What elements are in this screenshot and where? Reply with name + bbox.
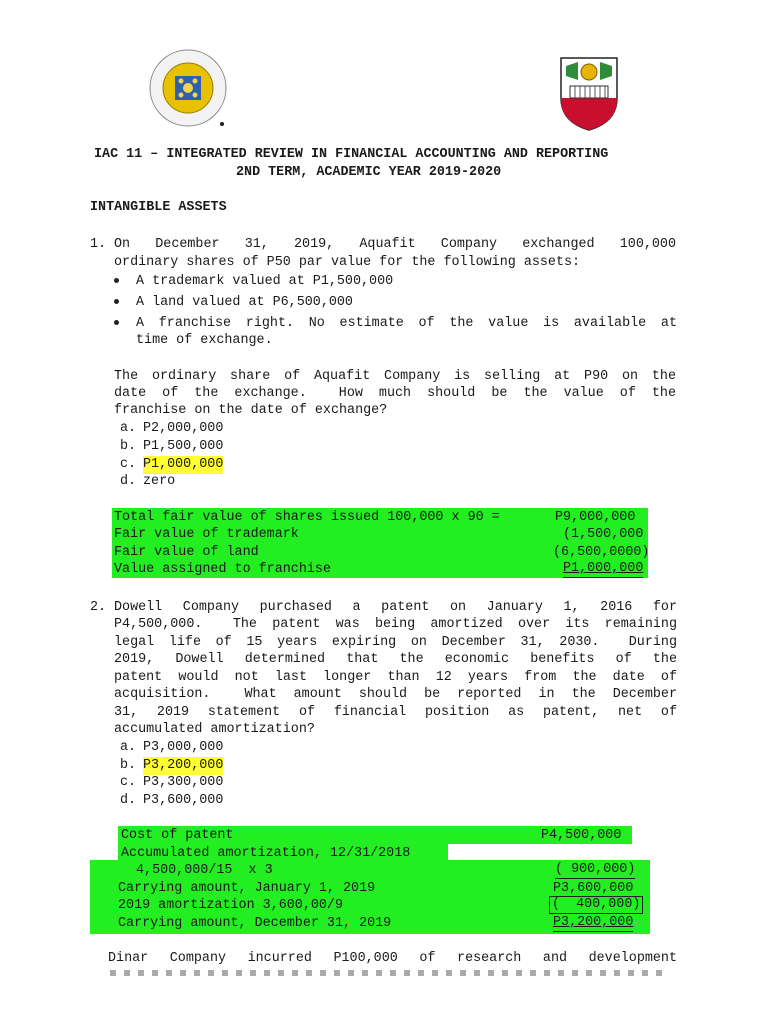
q1-number: 1. <box>90 237 107 252</box>
q1-choice-text: P2,000,000 <box>143 421 224 436</box>
q1-choice-text: zero <box>143 474 176 489</box>
q2-calc-label: 4,500,000/15 x 3 <box>136 863 273 878</box>
q2-amort-value: ( 400,000) <box>549 896 643 914</box>
q2-cost-label: Cost of patent <box>121 828 234 843</box>
q2-choice-text: P3,000,000 <box>143 740 224 755</box>
q2-choice-letter: d. <box>120 793 137 808</box>
q2-stem-line: P4,500,000. The patent was being amortized over its remaining <box>114 617 677 632</box>
q2-stem-line: 31, 2019 statement of financial position as patent, net of <box>114 705 677 720</box>
bullet-icon <box>114 320 119 325</box>
crest-logo <box>556 52 622 132</box>
q2-number: 2. <box>90 600 107 615</box>
q1-solution-label: Value assigned to franchise <box>114 562 331 577</box>
q1-paragraph-line1: The ordinary share of Aquafit Company is selling at P90 on the <box>114 369 676 384</box>
q1-solution-value: (6,500,0000) <box>553 545 650 560</box>
document-title-line2: 2ND TERM, ACADEMIC YEAR 2019-2020 <box>236 165 502 180</box>
q1-choice-letter: b. <box>120 439 137 454</box>
q2-carry1-value: P3,600,000 <box>553 881 634 896</box>
q1-bullet: A land valued at P6,500,000 <box>136 295 353 310</box>
q2-stem-line: patent would not last longer than 12 years from the date of <box>114 670 677 685</box>
q1-bullet-continued: time of exchange. <box>136 333 273 348</box>
q2-cost-value: P4,500,000 <box>541 828 622 843</box>
q1-solution-result: P1,000,000 <box>563 561 644 576</box>
q1-stem-line2: ordinary shares of P50 par value for the following assets: <box>114 255 581 270</box>
q1-stem-line1: On December 31, 2019, Aquafit Company exchanged 100,000 <box>114 237 676 252</box>
q2-choice-text: P3,300,000 <box>143 775 224 790</box>
bullet-icon <box>114 278 119 283</box>
q2-carry1-label: Carrying amount, January 1, 2019 <box>118 881 376 896</box>
q1-bullet: A trademark valued at P1,500,000 <box>136 274 394 289</box>
q2-stem-line: Dowell Company purchased a patent on January 1, 2016 for <box>114 600 677 615</box>
q1-bullet: A franchise right. No estimate of the value is available at <box>136 316 677 331</box>
q2-choice-text: P3,600,000 <box>143 793 224 808</box>
q1-solution-label: Fair value of land <box>114 545 259 560</box>
q2-stem-line: 2019, Dowell determined that the economic benefits of the <box>114 652 677 667</box>
document-title-line1: IAC 11 – INTEGRATED REVIEW IN FINANCIAL ACCOUNTING AND REPORTING <box>94 147 609 162</box>
q1-solution-value: P9,000,000 <box>555 510 636 525</box>
q1-paragraph-line3: franchise on the date of exchange? <box>114 403 388 418</box>
section-heading: INTANGIBLE ASSETS <box>90 200 227 215</box>
q1-solution-label: Fair value of trademark <box>114 527 299 542</box>
q1-choice-text: P1,500,000 <box>143 439 224 454</box>
q2-stem-line: accumulated amortization? <box>114 722 315 737</box>
q2-choice-letter: b. <box>120 758 137 773</box>
q1-choice-letter: a. <box>120 421 137 436</box>
q2-accum-label: Accumulated amortization, 12/31/2018 <box>121 846 411 861</box>
q2-stem-line: acquisition. What amount should be reported in the December <box>114 687 677 702</box>
q1-choice-letter: d. <box>120 474 137 489</box>
q2-correct-answer: P3,200,000 <box>143 758 224 773</box>
q2-stem-line: legal life of 15 years expiring on December 31, 2030. During <box>114 635 677 650</box>
q2-choice-letter: c. <box>120 775 137 790</box>
q2-choice-letter: a. <box>120 740 137 755</box>
q2-calc-value: ( 900,000) <box>555 862 636 877</box>
q2-carry2-label: Carrying amount, December 31, 2019 <box>118 916 392 931</box>
q1-choice-letter: c. <box>120 457 137 472</box>
q3-stem-line1: Dinar Company incurred P100,000 of research and development <box>108 951 677 966</box>
ust-seal-logo <box>148 46 228 130</box>
bullet-icon <box>114 299 119 304</box>
q2-amort-label: 2019 amortization 3,600,00/9 <box>118 898 343 913</box>
q3-cutoff-line <box>110 970 670 976</box>
q1-solution-value: (1,500,000 <box>563 527 644 542</box>
q1-paragraph-line2: date of the exchange. How much should be the value of the <box>114 386 676 401</box>
q2-carry2-result: P3,200,000 <box>553 915 634 930</box>
q1-correct-answer: P1,000,000 <box>143 457 224 472</box>
q1-solution-label: Total fair value of shares issued 100,000 x 90 = <box>114 510 500 525</box>
